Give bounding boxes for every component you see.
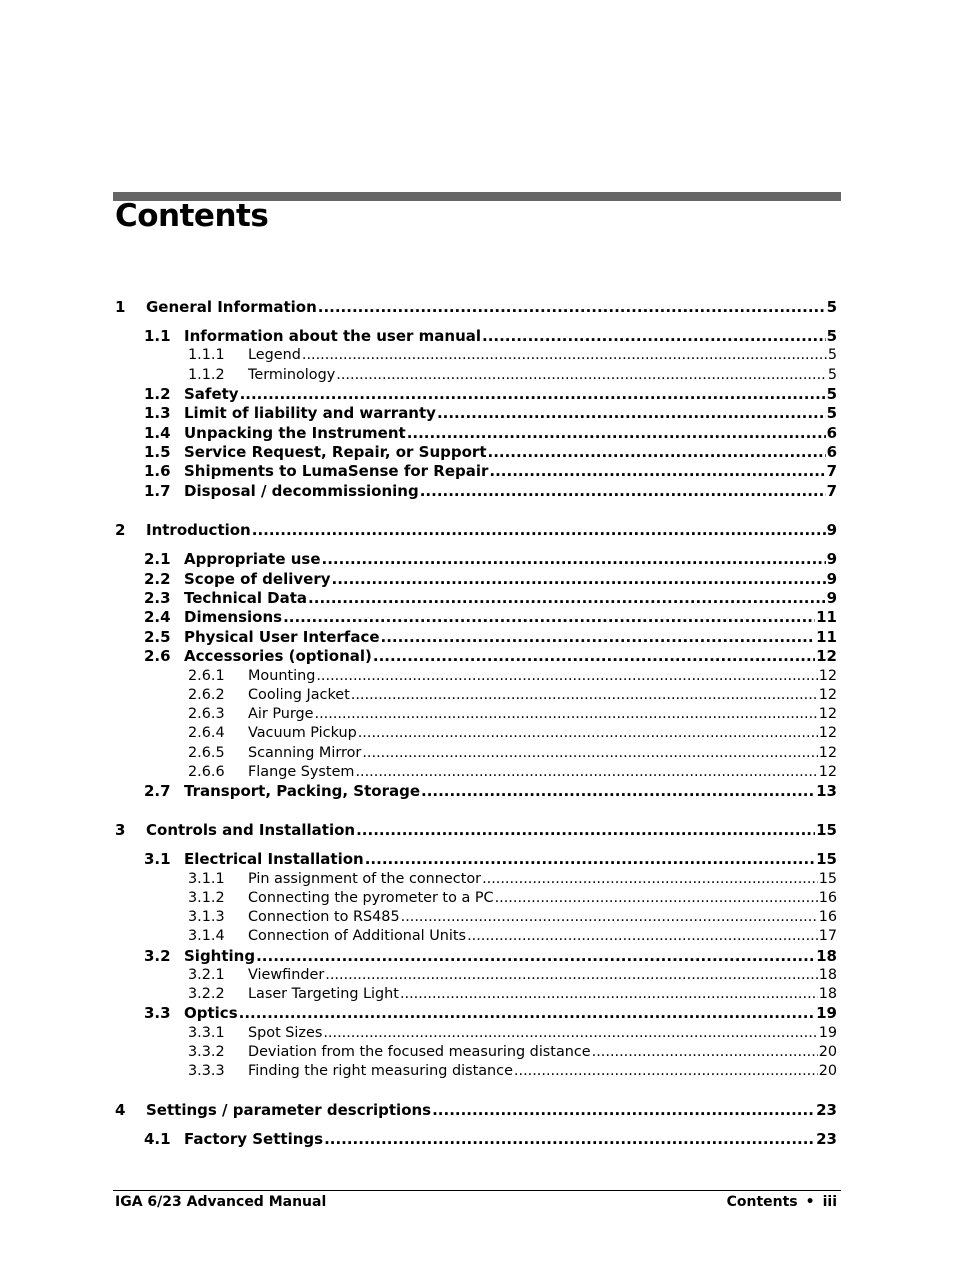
toc-dot-leader bbox=[324, 1130, 815, 1149]
toc-entry-number: 1.5 bbox=[144, 443, 171, 462]
toc-entry-page: 18 bbox=[816, 946, 837, 965]
toc-entry-4-1[interactable] bbox=[113, 1130, 837, 1149]
toc-entry-page: 17 bbox=[818, 928, 837, 945]
toc-entry-title: Electrical Installation bbox=[184, 850, 364, 869]
toc-entry-number: 2.6.5 bbox=[188, 744, 225, 761]
toc-entry-number: 4 bbox=[115, 1101, 126, 1120]
toc-dot-leader bbox=[252, 521, 826, 540]
toc-dot-leader bbox=[365, 850, 815, 869]
toc-entry-page: 11 bbox=[816, 608, 837, 627]
toc-dot-leader bbox=[302, 346, 827, 365]
toc-entry-3-2-2[interactable] bbox=[113, 985, 837, 1004]
toc-entry-2-7[interactable] bbox=[113, 782, 837, 801]
toc-entry-title: Flange System bbox=[248, 763, 355, 780]
footer-section: Contents bbox=[726, 1194, 798, 1210]
toc-entry-number: 2.6.1 bbox=[188, 667, 225, 684]
toc-entry-page: 5 bbox=[826, 384, 837, 403]
toc-entry-page: 18 bbox=[818, 986, 837, 1003]
toc-entry-2-2[interactable] bbox=[113, 570, 837, 589]
toc-entry-2-4[interactable] bbox=[113, 608, 837, 627]
toc-entry-title: Optics bbox=[184, 1004, 238, 1023]
toc-entry-1-3[interactable] bbox=[113, 404, 837, 423]
toc-dot-leader bbox=[315, 705, 818, 724]
toc-entry-3-1[interactable] bbox=[113, 850, 837, 869]
toc-spacer bbox=[113, 540, 837, 550]
toc-dot-leader bbox=[400, 985, 818, 1004]
toc-entry-page: 9 bbox=[826, 589, 837, 608]
toc-entry-title: Laser Targeting Light bbox=[248, 986, 399, 1003]
toc-dot-leader bbox=[318, 298, 826, 317]
toc-entry-title: Appropriate use bbox=[184, 550, 321, 569]
toc-entry-title: Physical User Interface bbox=[184, 627, 380, 646]
toc-entry-page: 19 bbox=[816, 1004, 837, 1023]
toc-entry-3[interactable] bbox=[113, 821, 837, 840]
toc-dot-leader bbox=[283, 608, 815, 627]
toc-entry-number: 2 bbox=[115, 521, 126, 540]
toc-dot-leader bbox=[467, 927, 818, 946]
toc-entry-title: Terminology bbox=[248, 366, 336, 383]
toc-entry-title: Scope of delivery bbox=[184, 569, 331, 588]
toc-entry-title: Vacuum Pickup bbox=[248, 725, 357, 742]
toc-entry-title: Dimensions bbox=[184, 608, 283, 627]
footer-bullet: • bbox=[805, 1194, 815, 1210]
toc-entry-number: 2.4 bbox=[144, 608, 171, 627]
toc-entry-3-1-1[interactable] bbox=[113, 870, 837, 889]
footer-page-info bbox=[727, 1194, 837, 1210]
toc-entry-number: 2.6 bbox=[144, 647, 171, 666]
toc-entry-title: Sighting bbox=[184, 946, 256, 965]
toc-spacer bbox=[113, 1081, 837, 1101]
toc-entry-number: 3.1.3 bbox=[188, 909, 225, 926]
toc-entry-page: 20 bbox=[818, 1043, 837, 1060]
toc-entry-1-1-2[interactable] bbox=[113, 366, 837, 385]
toc-entry-title: Cooling Jacket bbox=[248, 686, 350, 703]
toc-entry-title: Spot Sizes bbox=[248, 1024, 323, 1041]
toc-entry-title: Connection of Additional Units bbox=[248, 928, 467, 945]
toc-spacer bbox=[113, 1120, 837, 1130]
toc-dot-leader bbox=[407, 424, 826, 443]
toc-entry-number: 1.7 bbox=[144, 481, 171, 500]
toc-entry-3-1-4[interactable] bbox=[113, 927, 837, 946]
toc-entry-number: 3.1.2 bbox=[188, 889, 225, 906]
toc-dot-leader bbox=[240, 385, 826, 404]
toc-entry-number: 1.2 bbox=[144, 384, 171, 403]
toc-entry-title: Transport, Packing, Storage bbox=[184, 781, 421, 800]
toc-entry-title: Air Purge bbox=[248, 706, 314, 723]
toc-entry-page: 5 bbox=[826, 404, 837, 423]
toc-dot-leader bbox=[592, 1043, 818, 1062]
toc-entry-title: Shipments to LumaSense for Repair bbox=[184, 462, 489, 481]
toc-entry-number: 2.6.2 bbox=[188, 686, 225, 703]
toc-dot-leader bbox=[316, 667, 817, 686]
toc-entry-2-6-4[interactable] bbox=[113, 724, 837, 743]
toc-entry-page: 20 bbox=[818, 1063, 837, 1080]
toc-dot-leader bbox=[495, 889, 818, 908]
toc-entry-title: Technical Data bbox=[184, 589, 308, 608]
toc-entry-title: Controls and Installation bbox=[146, 821, 356, 840]
toc-entry-page: 5 bbox=[826, 298, 837, 316]
toc-entry-title: Scanning Mirror bbox=[248, 744, 362, 761]
toc-spacer bbox=[113, 501, 837, 521]
toc-entry-3-1-3[interactable] bbox=[113, 908, 837, 927]
toc-entry-2[interactable] bbox=[113, 521, 837, 540]
toc-entry-number: 3.3.1 bbox=[188, 1024, 225, 1041]
toc-entry-title: Settings / parameter descriptions bbox=[146, 1101, 432, 1120]
toc-entry-title: Pin assignment of the connector bbox=[248, 870, 482, 887]
toc-entry-number: 1 bbox=[115, 298, 126, 316]
toc-entry-3-1-2[interactable] bbox=[113, 889, 837, 908]
toc-entry-page: 16 bbox=[818, 909, 837, 926]
toc-entry-page: 6 bbox=[826, 423, 837, 442]
toc-entry-page: 7 bbox=[826, 481, 837, 500]
toc-entry-title: Limit of liability and warranty bbox=[184, 404, 436, 423]
footer-rule bbox=[113, 1190, 841, 1191]
toc-dot-leader bbox=[358, 724, 818, 743]
toc-entry-page: 13 bbox=[816, 781, 837, 800]
toc-entry-page: 12 bbox=[818, 706, 837, 723]
toc-entry-page: 12 bbox=[818, 763, 837, 780]
toc-dot-leader bbox=[308, 589, 826, 608]
toc-entry-title: Factory Settings bbox=[184, 1130, 324, 1149]
toc-entry-number: 2.6.6 bbox=[188, 763, 225, 780]
toc-entry-number: 3 bbox=[115, 821, 126, 840]
toc-entry-1-4[interactable] bbox=[113, 424, 837, 443]
toc-entry-number: 3.1.1 bbox=[188, 870, 225, 887]
toc-entry-1[interactable] bbox=[113, 298, 837, 317]
toc-dot-leader bbox=[482, 327, 826, 346]
toc-dot-leader bbox=[421, 782, 815, 801]
toc-entry-title: Finding the right measuring distance bbox=[248, 1063, 513, 1080]
toc-entry-number: 2.5 bbox=[144, 627, 171, 646]
toc-entry-2-5[interactable] bbox=[113, 628, 837, 647]
toc-entry-title: Service Request, Repair, or Support bbox=[184, 443, 487, 462]
toc-entry-number: 1.3 bbox=[144, 404, 171, 423]
toc-dot-leader bbox=[373, 647, 815, 666]
toc-entry-title: Accessories (optional) bbox=[184, 647, 372, 666]
toc-entry-3-3-3[interactable] bbox=[113, 1062, 837, 1081]
toc-entry-number: 3.2.1 bbox=[188, 966, 225, 983]
toc-entry-page: 12 bbox=[816, 647, 837, 666]
toc-entry-page: 11 bbox=[816, 627, 837, 646]
toc-entry-page: 9 bbox=[826, 569, 837, 588]
toc-entry-title: Information about the user manual bbox=[184, 327, 482, 345]
toc-entry-page: 23 bbox=[816, 1101, 837, 1120]
toc-dot-leader bbox=[323, 1024, 817, 1043]
toc-entry-page: 12 bbox=[818, 686, 837, 703]
toc-entry-2-3[interactable] bbox=[113, 589, 837, 608]
toc-entry-page: 12 bbox=[818, 725, 837, 742]
toc-entry-3-3-2[interactable] bbox=[113, 1043, 837, 1062]
toc-entry-title: Safety bbox=[184, 384, 239, 403]
toc-dot-leader bbox=[256, 947, 815, 966]
toc-entry-number: 3.3 bbox=[144, 1004, 171, 1023]
toc-dot-leader bbox=[489, 462, 825, 481]
toc-entry-1-1[interactable] bbox=[113, 327, 837, 346]
toc-entry-number: 2.3 bbox=[144, 589, 171, 608]
toc-entry-number: 3.3.2 bbox=[188, 1043, 225, 1060]
toc-entry-title: Deviation from the focused measuring distance bbox=[248, 1043, 591, 1060]
toc-entry-title: Mounting bbox=[248, 667, 316, 684]
toc-entry-3-2[interactable] bbox=[113, 947, 837, 966]
toc-entry-1-7[interactable] bbox=[113, 482, 837, 501]
toc-entry-page: 9 bbox=[826, 521, 837, 540]
toc-dot-leader bbox=[332, 570, 826, 589]
toc-entry-number: 3.1.4 bbox=[188, 928, 225, 945]
toc-entry-2-6-1[interactable] bbox=[113, 667, 837, 686]
toc-entry-page: 15 bbox=[818, 870, 837, 887]
toc-entry-1-6[interactable] bbox=[113, 462, 837, 481]
toc-entry-title: Unpacking the Instrument bbox=[184, 423, 406, 442]
toc-dot-leader bbox=[482, 870, 818, 889]
footer-manual-title: IGA 6/23 Advanced Manual bbox=[115, 1194, 327, 1210]
toc-entry-page: 9 bbox=[826, 550, 837, 569]
toc-entry-page: 19 bbox=[818, 1024, 837, 1041]
toc-entry-number: 1.1.1 bbox=[188, 347, 225, 364]
toc-entry-title: Connecting the pyrometer to a PC bbox=[248, 889, 494, 906]
toc-dot-leader bbox=[432, 1101, 815, 1120]
toc-dot-leader bbox=[336, 366, 827, 385]
toc-entry-number: 3.2 bbox=[144, 946, 171, 965]
toc-entry-title: Connection to RS485 bbox=[248, 909, 400, 926]
toc-entry-title: Viewfinder bbox=[248, 966, 325, 983]
toc-dot-leader bbox=[381, 628, 816, 647]
toc-entry-2-1[interactable] bbox=[113, 550, 837, 569]
toc-dot-leader bbox=[420, 482, 826, 501]
toc-dot-leader bbox=[437, 404, 826, 423]
toc-entry-page: 16 bbox=[818, 889, 837, 906]
toc-entry-2-6[interactable] bbox=[113, 647, 837, 666]
toc-entry-number: 1.1.2 bbox=[188, 366, 225, 383]
toc-entry-number: 3.2.2 bbox=[188, 986, 225, 1003]
toc-dot-leader bbox=[488, 443, 826, 462]
toc-entry-2-6-2[interactable] bbox=[113, 686, 837, 705]
toc-entry-number: 2.1 bbox=[144, 550, 171, 569]
toc-dot-leader bbox=[401, 908, 818, 927]
toc-entry-page: 15 bbox=[816, 821, 837, 840]
toc-entry-3-3[interactable] bbox=[113, 1004, 837, 1023]
toc-entry-title: Legend bbox=[248, 347, 301, 364]
toc-entry-page: 12 bbox=[818, 744, 837, 761]
toc-entry-number: 1.1 bbox=[144, 327, 171, 345]
toc-entry-title: General Information bbox=[146, 298, 317, 316]
toc-entry-number: 1.4 bbox=[144, 423, 171, 442]
toc-entry-page: 15 bbox=[816, 850, 837, 869]
toc-spacer bbox=[113, 840, 837, 850]
toc-entry-4[interactable] bbox=[113, 1101, 837, 1120]
toc-entry-number: 2.2 bbox=[144, 569, 171, 588]
toc-entry-2-6-6[interactable] bbox=[113, 763, 837, 782]
toc-entry-page: 5 bbox=[827, 366, 837, 383]
toc-entry-page: 12 bbox=[818, 667, 837, 684]
toc-entry-2-6-3[interactable] bbox=[113, 705, 837, 724]
toc-entry-page: 6 bbox=[826, 443, 837, 462]
toc-entry-number: 2.6.3 bbox=[188, 706, 225, 723]
toc-entry-3-2-1[interactable] bbox=[113, 966, 837, 985]
toc-entry-title: Disposal / decommissioning bbox=[184, 481, 419, 500]
toc-entry-1-2[interactable] bbox=[113, 385, 837, 404]
page-title: Contents bbox=[115, 198, 269, 234]
toc-dot-leader bbox=[514, 1062, 818, 1081]
toc-entry-1-5[interactable] bbox=[113, 443, 837, 462]
toc-dot-leader bbox=[362, 744, 817, 763]
toc-entry-page: 5 bbox=[826, 327, 837, 345]
toc-entry-page: 23 bbox=[816, 1130, 837, 1149]
toc-spacer bbox=[113, 317, 837, 327]
toc-entry-number: 2.7 bbox=[144, 781, 171, 800]
toc-entry-3-3-1[interactable] bbox=[113, 1024, 837, 1043]
toc-entry-number: 4.1 bbox=[144, 1130, 171, 1149]
toc-entry-number: 3.1 bbox=[144, 850, 171, 869]
toc-entry-1-1-1[interactable] bbox=[113, 346, 837, 365]
toc-dot-leader bbox=[356, 821, 815, 840]
toc-entry-number: 2.6.4 bbox=[188, 725, 225, 742]
toc-dot-leader bbox=[351, 686, 818, 705]
footer-page-number: iii bbox=[822, 1194, 837, 1210]
toc-entry-2-6-5[interactable] bbox=[113, 744, 837, 763]
toc-entry-page: 5 bbox=[827, 347, 837, 364]
toc-dot-leader bbox=[322, 550, 826, 569]
toc-entry-number: 1.6 bbox=[144, 462, 171, 481]
toc-entry-page: 18 bbox=[818, 966, 837, 983]
toc-dot-leader bbox=[325, 966, 817, 985]
toc-entry-title: Introduction bbox=[146, 521, 251, 540]
toc-entry-number: 3.3.3 bbox=[188, 1063, 225, 1080]
toc-entry-page: 7 bbox=[826, 462, 837, 481]
toc-spacer bbox=[113, 801, 837, 821]
table-of-contents bbox=[113, 298, 837, 1150]
toc-dot-leader bbox=[355, 763, 817, 782]
toc-dot-leader bbox=[239, 1004, 816, 1023]
